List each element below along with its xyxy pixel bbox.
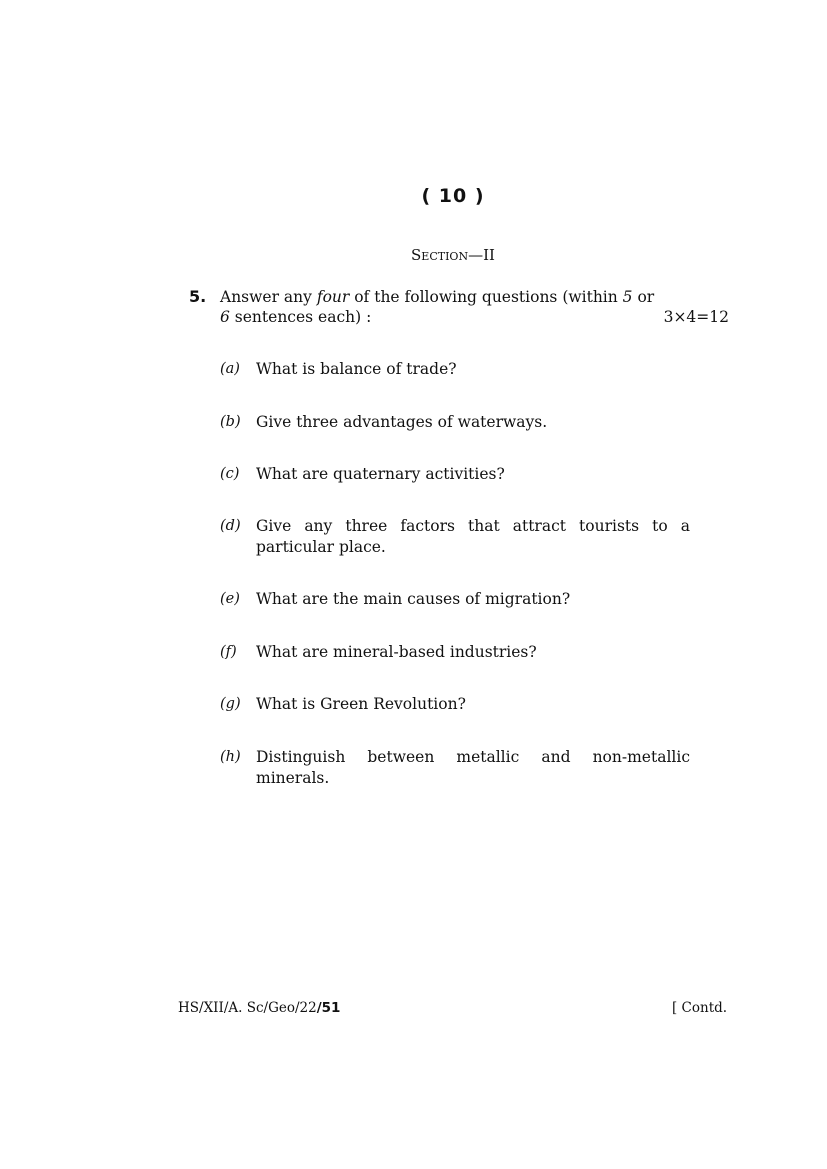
sub-question-label: (c): [220, 466, 240, 482]
continued-note: [ Contd.: [672, 1000, 728, 1016]
instruction-part: sentences each) :: [229, 308, 372, 326]
sub-question-h: [220, 747, 690, 789]
sub-question-label: (d): [220, 518, 241, 534]
sub-question-label: (h): [220, 749, 241, 765]
page-number: ( 10 ): [421, 185, 485, 207]
sub-question-text: What is balance of trade?: [256, 360, 457, 378]
section-dash: —: [468, 246, 484, 264]
question-instruction: [220, 287, 689, 307]
sub-question-a: [220, 359, 690, 380]
section-prefix: Section: [411, 246, 469, 264]
paper-code: [178, 1000, 340, 1016]
sub-question-text: What is Green Revolution?: [256, 695, 466, 713]
sub-question-label: (f): [220, 644, 237, 660]
question-number: 5.: [189, 287, 207, 306]
instruction-number: 6: [220, 308, 230, 326]
instruction-number: 5: [622, 288, 633, 306]
sub-question-d: [220, 516, 690, 558]
instruction-emphasis: four: [316, 288, 350, 306]
sub-question-e: [220, 589, 690, 610]
sub-question-f: [220, 642, 690, 663]
paper-code-suffix: /51: [316, 1000, 341, 1016]
instruction-part: or: [632, 288, 655, 306]
section-numeral: II: [483, 246, 495, 264]
paper-code-prefix: HS/XII/A. Sc/Geo/22: [178, 1000, 317, 1016]
sub-question-b: [220, 412, 690, 433]
sub-question-label: (g): [220, 696, 241, 712]
question-5: [189, 287, 729, 327]
sub-question-label: (e): [220, 591, 240, 607]
instruction-part: Answer any: [220, 288, 317, 306]
section-title: [0, 246, 827, 264]
sub-question-g: [220, 694, 690, 715]
instruction-part: of the following questions (within: [349, 288, 623, 306]
question-marks: 3×4=12: [663, 308, 729, 326]
sub-question-text: Give three advantages of waterways.: [256, 413, 548, 431]
sub-question-text: What are quaternary activities?: [256, 465, 505, 483]
sub-question-c: [220, 464, 690, 485]
sub-question-text: Distinguish between metallic and non-metallic minerals.: [256, 748, 690, 787]
question-instruction-line2: [220, 307, 729, 327]
instruction-line2: [220, 307, 371, 327]
sub-question-text: What are the main causes of migration?: [256, 590, 571, 608]
sub-question-text: What are mineral-based industries?: [256, 643, 537, 661]
sub-question-label: (b): [220, 414, 241, 430]
sub-question-label: (a): [220, 361, 240, 377]
sub-question-text: Give any three factors that attract tourists to a particular place.: [256, 517, 690, 556]
